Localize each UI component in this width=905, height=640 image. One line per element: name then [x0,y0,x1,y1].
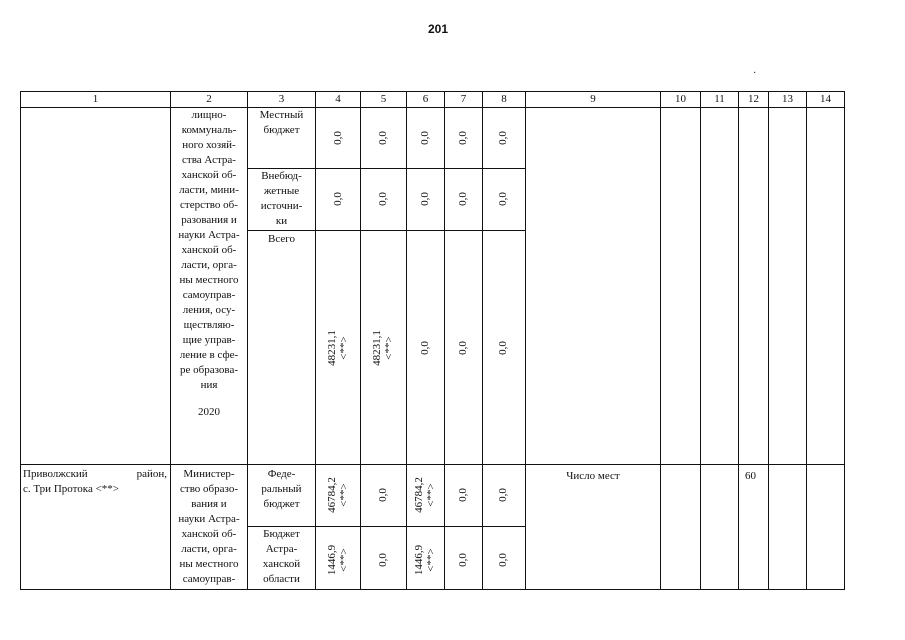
grid-line [444,91,445,590]
value-cell: 1446,9 <**> [326,544,350,576]
text-line: разования и [181,214,237,226]
text-line: ство образо- [180,483,238,495]
funding-source [248,467,315,512]
funding-source [248,527,315,587]
year-label: 2020 [198,406,220,418]
text-line: науки Астра- [178,229,240,241]
text-line: ного хозяй- [182,139,236,151]
text-line: щие управ- [182,334,236,346]
indicator-cell: Число мест [566,470,620,482]
value-cell: 0,0 [497,341,509,355]
text-line: ханской об- [181,528,237,540]
text-line: ласти, мини- [179,184,239,196]
text-line: Всего [268,233,295,245]
grid-line [315,91,316,590]
funding-source [248,169,315,229]
executor-cell [172,467,246,587]
text-line: вания и [191,498,227,510]
value-cell: 0,0 [377,488,389,502]
column-header: 7 [460,93,467,105]
text-line: коммуналь- [181,124,237,136]
grid-line [806,91,807,590]
location-cell [23,467,167,497]
text-line: ре образова- [180,364,238,376]
grid-line [20,91,21,590]
column-header: 14 [820,93,831,105]
funding-source [248,108,315,138]
value-cell: 48231,1 <**> [371,330,395,366]
value-cell: 0,0 [457,192,469,206]
page-number: 201 [427,22,449,36]
text-line: Министер- [183,468,235,480]
column-header: 5 [380,93,387,105]
text-line: ханской об- [181,244,237,256]
column-header: 4 [335,93,341,105]
text-line: Приволжский [23,468,88,480]
text-line: источни- [260,200,303,212]
text-line: ны местного [179,558,239,570]
target-value-cell: 60 [745,470,756,482]
text-line: бюджет [263,124,300,136]
text-line: науки Астра- [178,513,240,525]
text-line: самоуправ- [182,573,236,585]
text-line: ки [275,215,288,227]
grid-line [844,91,845,590]
grid-line [660,91,661,590]
value-cell: 0,0 [457,131,469,145]
grid-line [525,91,526,590]
text-line: с. Три Протока <**> [23,483,119,495]
column-header: 3 [278,93,285,105]
text-line: Внебюд- [261,170,302,182]
location-line [23,467,167,482]
column-header: 1 [92,93,99,105]
column-header: 13 [782,93,793,105]
text-line: области [263,573,300,585]
value-cell: 0,0 [419,131,431,145]
value-cell: 0,0 [497,553,509,567]
text-line: Местный [259,109,304,121]
text-line: ласти, орга- [181,543,237,555]
text-line: ласти, орга- [181,259,237,271]
column-header: 12 [748,93,759,105]
text-line: ханской об- [181,169,237,181]
text-line: ществляю- [183,319,235,331]
value-cell: 1446,9 <**> [413,544,437,576]
value-cell: 0,0 [332,131,344,145]
value-cell: 0,0 [377,192,389,206]
grid-line [247,230,525,231]
column-header: 10 [675,93,686,105]
text-line: Феде- [267,468,296,480]
text-line: стерство об- [180,199,238,211]
text-line: ральный [261,483,302,495]
text-line: ление в сфе- [179,349,239,361]
value-cell: 0,0 [497,488,509,502]
column-header: 2 [206,93,212,105]
text-line: ханской [262,558,301,570]
value-cell: 0,0 [377,553,389,567]
grid-line [406,91,407,590]
text-line: лищно- [191,109,227,121]
text-line: Астра- [265,543,298,555]
text-line: ления, осу- [182,304,236,316]
funding-source [248,232,315,247]
column-header: 9 [590,93,596,105]
spacer [172,393,246,405]
executor-cell [172,108,246,420]
value-cell: 48231,1 <**> [326,330,350,366]
text-line: Бюджет [263,528,300,540]
scan-speck: · [753,68,757,79]
grid-line [738,91,739,590]
text-line: ства Астра- [182,154,236,166]
value-cell: 0,0 [497,131,509,145]
text-line: район, [136,468,167,480]
text-line: ны местного [179,274,239,286]
value-cell: 0,0 [419,192,431,206]
grid-line [20,107,845,108]
value-cell: 0,0 [457,553,469,567]
value-cell: 46784,2 <**> [413,477,437,513]
value-cell: 46784,2 <**> [326,477,350,513]
text-line: самоуправ- [182,289,236,301]
grid-line [700,91,701,590]
text-line: бюджет [263,498,300,510]
text-line: жетные [263,185,300,197]
grid-line [20,464,845,465]
grid-line [170,91,171,590]
value-cell: 0,0 [457,488,469,502]
value-cell: 0,0 [332,192,344,206]
value-cell: 0,0 [497,192,509,206]
grid-line [360,91,361,590]
value-cell: 0,0 [377,131,389,145]
value-cell: 0,0 [457,341,469,355]
value-cell: 0,0 [419,341,431,355]
column-header: 8 [501,93,507,105]
column-header: 11 [714,93,725,105]
text-line: ния [200,379,218,391]
grid-line [247,91,248,590]
grid-line [768,91,769,590]
grid-line [20,589,845,590]
grid-line [482,91,483,590]
column-header: 6 [422,93,429,105]
